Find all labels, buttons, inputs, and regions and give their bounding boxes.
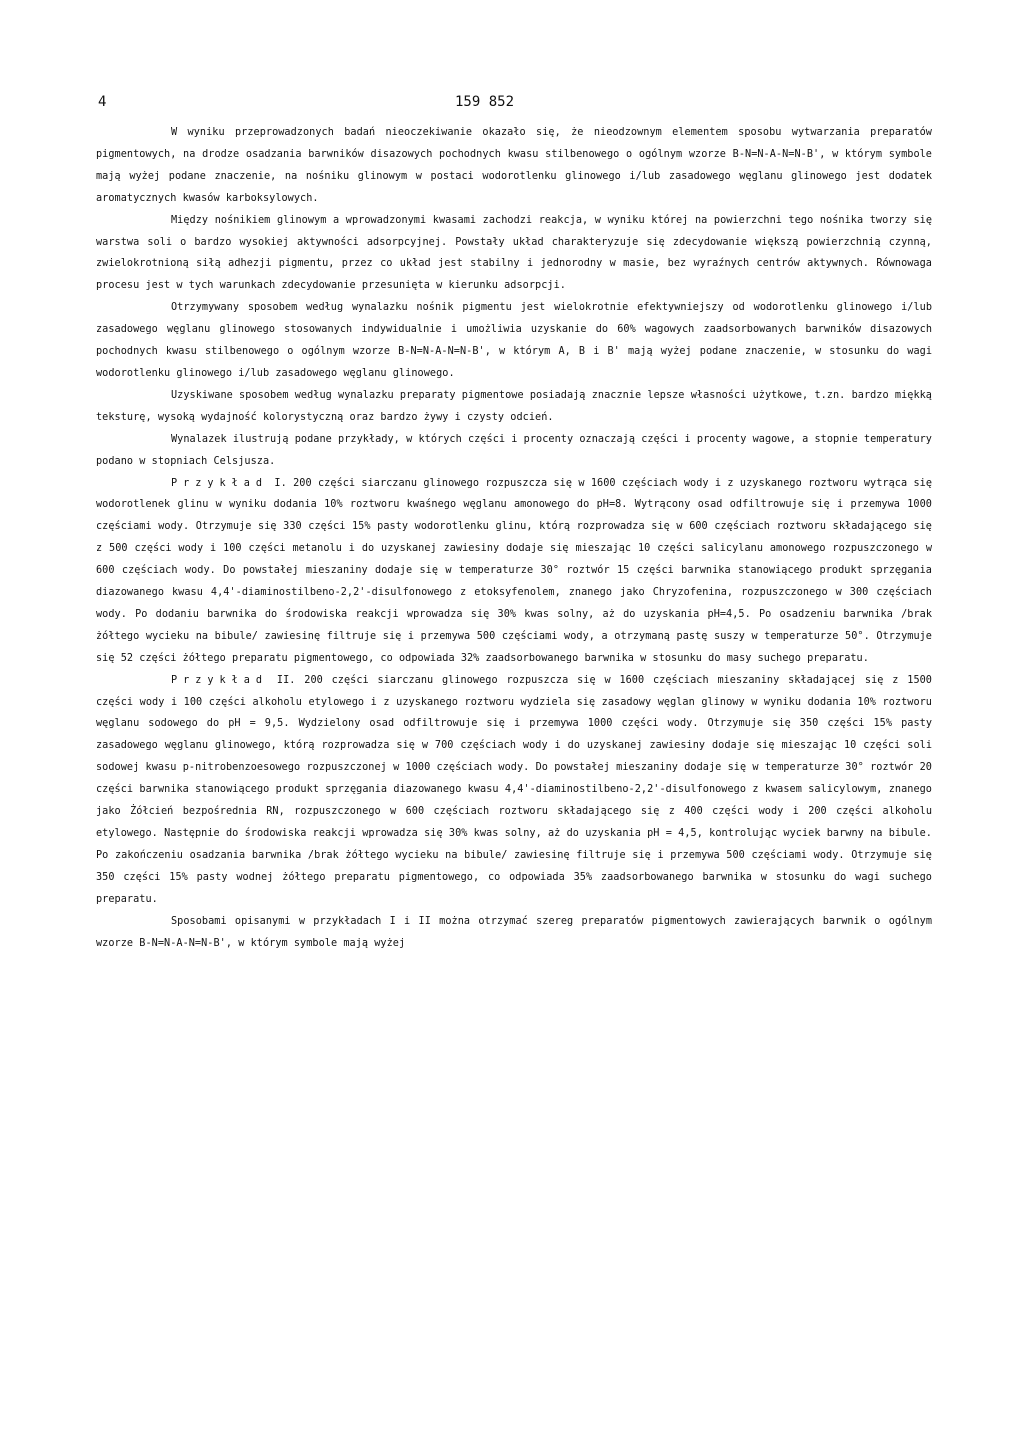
example-2-heading: Przykład <box>171 674 269 686</box>
example-1 <box>96 473 932 670</box>
paragraph-carrier-reaction: Między nośnikiem glinowym a wprowadzonymi kwasami zachodzi reakcja, w wyniku której na powierzchni tego nośnika tworzy się warstwa soli o bardzo wysokiej aktywności adsorpcyjnej. Powstały układ charakteryzuje się zdecydowanie większą powierzchnią czynną, zwielokrotnioną siłą adhezji pigmentu, przez co układ jest stabilny i jednorodny w masie, bez wyraźnych centrów aktywnych. Równowaga procesu jest w tych warunkach zdecydowanie przesunięta w kierunku adsorpcji. <box>96 214 932 292</box>
body-text <box>96 122 932 954</box>
example-1-heading: Przykład <box>171 477 269 489</box>
patent-number: 159 852 <box>455 94 515 110</box>
paragraph-carrier-efficiency: Otrzymywany sposobem według wynalazku nośnik pigmentu jest wielokrotnie efektywniejszy od wodorotlenku glinowego i/lub zasadowego węglanu glinowego stosowanych indywidualnie i umożliwia uzyskanie do 60% wagowych zaadsorbowanych barwników disazowych pochodnych kwasu stilbenowego o ogólnym wzorze B-N=N-A-N=N-B', w którym A, B i B' mają wyżej podane znaczenie, w stosunku do wagi wodorotlenku glinowego i/lub zasadowego węglanu glinowego. <box>96 302 932 379</box>
example-2-number: II. <box>276 674 296 686</box>
paragraph-examples-intro: Wynalazek ilustrują podane przykłady, w których części i procenty oznaczają części i procenty wagowe, a stopnie temperatury podano w stopniach Celsjusza. <box>96 433 932 467</box>
page-header <box>0 94 1024 114</box>
example-1-number: I. <box>274 477 287 489</box>
example-2-text: 200 części siarczanu glinowego rozpuszcza się w 1600 częściach mieszaniny składającej się z 1500 części wody i 100 części alkoholu etylowego i z uzyskanego roztworu wydziela się zasadowy węglan glinowy w wyniku dodania 10% roztworu węglanu sodowego do pH = 9,5. Wydzielony osad odfiltrowuje się i przemywa 1000 części wody. Otrzymuje się 350 części 15% pasty zasadowego węglanu glinowego, którą rozprowadza się w 700 częściach wody i do uzyskanej zawiesiny dodaje się mieszając 10 części soli sodowej kwasu p-nitrobenzoesowego rozpuszczonej w 1000 częściach wody. Do powstałej mieszaniny dodaje się w temperaturze 30° roztwór 20 części barwnika stanowiącego produkt sprzęgania diazowanego kwasu 4,4'-diaminostilbeno-2,2'-disulfonowego z kwasem salicylowym, znanego jako Żółcień bezpośrednia RN, rozpuszczonego w 600 częściach roztworu składającego się z 400 części wody i 200 części alkoholu etylowego. Następnie do środowiska reakcji wprowadza się 30% kwas solny, aż do uzyskania pH = 4,5, kontrolując wyciek barwny na bibule. Po zakończeniu osadzania barwnika /brak żółtego wycieku na bibule/ zawiesinę filtruje się i przemywa 500 częściami wody. Otrzymuje się 350 części 15% pasty wodnej żółtego preparatu pigmentowego, co odpowiada 35% zaadsorbowanego barwnika w stosunku do wagi suchego preparatu. <box>96 674 932 905</box>
page-number: 4 <box>98 94 107 110</box>
paragraph-result: W wyniku przeprowadzonych badań nieoczekiwanie okazało się, że nieodzownym elementem sposobu wytwarzania preparatów pigmentowych, na drodze osadzania barwników disazowych pochodnych kwasu stilbenowego o ogólnym wzorze B-N=N-A-N=N-B', w którym symbole mają wyżej podane znaczenie, na nośniku glinowym w postaci wodorotlenku glinowego i/lub zasadowego węglanu glinowego jest dodatek aromatycznych kwasów karboksylowych. <box>96 127 932 204</box>
paragraph-properties: Uzyskiwane sposobem według wynalazku preparaty pigmentowe posiadają znacznie lepsze własności użytkowe, t.zn. bardzo miękką teksturę, wysoką wydajność kolorystyczną oraz bardzo żywy i czysty odcień. <box>96 389 932 423</box>
example-2 <box>96 670 932 911</box>
example-1-text: 200 części siarczanu glinowego rozpuszcza się w 1600 częściach wody i z uzyskanego roztworu wytrąca się wodorotlenek glinu w wyniku dodania 10% roztworu kwaśnego węglanu amonowego do pH=8. Wytrącony osad odfiltrowuje się i przemywa 1000 częściami wody. Otrzymuje się 330 części 15% pasty wodorotlenku glinu, którą rozprowadza się w 600 częściach roztworu składającego się z 500 części wody i 100 części metanolu i do uzyskanej zawiesiny dodaje się mieszając 10 części salicylanu amonowego rozpuszczonego w 600 częściach wody. Do powstałej mieszaniny dodaje się w temperaturze 30° roztwór 15 części barwnika stanowiącego produkt sprzęgania diazowanego kwasu 4,4'-diaminostilbeno-2,2'-disulfonowego z etoksyfenolem, znanego jako Chryzofenina, rozpuszczonego w 300 częściach wody. Po dodaniu barwnika do środowiska reakcji wprowadza się 30% kwas solny, aż do uzyskania pH=4,5. Po osadzeniu barwnika /brak żółtego wycieku na bibule/ zawiesinę filtruje się i przemywa 500 częściami wody, a otrzymaną pastę suszy w temperaturze 50°. Otrzymuje się 52 części żółtego preparatu pigmentowego, co odpowiada 32% zaadsorbowanego barwnika w stosunku do masy suchego preparatu. <box>96 477 933 664</box>
paragraph-final: Sposobami opisanymi w przykładach I i II można otrzymać szereg preparatów pigmentowych zawierających barwnik o ogólnym wzorze B-N=N-A-N=N-B', w którym symbole mają wyżej <box>96 915 932 949</box>
